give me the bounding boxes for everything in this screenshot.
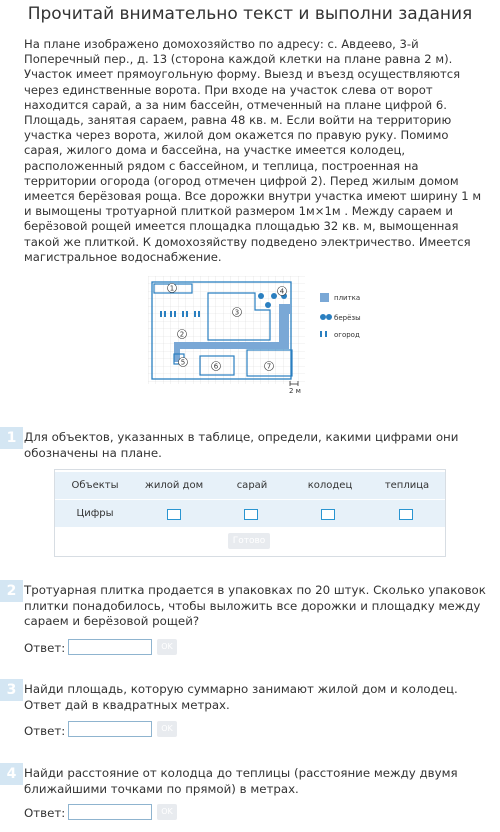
legend-garden-label: огород [334,331,360,339]
answer-3-ok-button[interactable]: OK [157,721,177,737]
table-header-objects: Объекты [71,480,119,491]
tile-platform [279,304,291,314]
question-4-number: 4 [0,763,23,785]
digit-input-greenhouse[interactable] [399,509,413,520]
plan-label-2: 2 [179,330,185,339]
question-4-text: Найди расстояние от колодца до теплицы (расстояние между двумя ближайшими точками по прямой) в метрах. [24,766,458,796]
done-button[interactable]: Готово [228,533,270,549]
question-1-number: 1 [0,427,23,449]
answer-4-ok-button[interactable]: OK [157,804,177,820]
question-3-text: Найди площадь, которую суммарно занимают жилой дом и колодец. Ответ дай в квадратных метрах. [24,682,458,712]
plan-label-4: 4 [279,287,285,296]
plan-label-5: 5 [180,358,186,367]
table-header-greenhouse: теплица [384,480,430,491]
plan-legend [320,293,361,339]
question-2-text: Тротуарная плитка продается в упаковках по 20 штук. Сколько упаковок плитки понадобилось, чтобы выложить все дорожки и площадку между сараем и берёзовой рощей? [24,583,486,628]
table-digits-row [55,500,445,527]
question-1-text: Для объектов, указанных в таблице, определи, какими цифрами они обозначены на плане. [24,430,459,460]
question-3-number: 3 [0,679,23,701]
birch-icon [258,293,264,299]
birch-legend-icon [320,314,326,320]
answer-3-input[interactable] [68,721,152,737]
answer-2-ok-button[interactable]: OK [157,639,177,655]
answer-4-label: Ответ: [24,806,66,820]
table-header-house: жилой дом [144,480,204,491]
plan-label-6: 6 [213,362,219,371]
digit-input-shed[interactable] [244,509,258,520]
tile-path-right [279,312,289,349]
question-2-number: 2 [0,580,23,602]
answer-3-label: Ответ: [24,724,66,738]
garden-legend-icon [320,331,322,337]
answer-2-label: Ответ: [24,641,66,655]
page-title: Прочитай внимательно текст и выполни задания [27,4,473,24]
table-header-row [55,472,445,499]
plan-label-1: 1 [169,284,175,293]
intro-text: На плане изображено домохозяйство по адресу: с. Авдеево, 3-й Поперечный пер., д. 13 (сторона каждой клетки на плане равна 2 м). Участок имеет прямоугольную форму. Выезд и въезд осуществляются через единственные ворота. При входе на участок слева от ворот находится сарай, а за ним бассейн, отмеченный на плане цифрой 6. Площадь, занятая сараем, равна 48 кв. м. Если войти на территорию участка через ворота, жилой дом окажется по правую руку. Помимо сарая, жилого дома и бассейна, на участке имеется колодец, расположенный рядом с бассейном, и теплица, построенная на территории огорода (огород отмечен цифрой 2). Перед жилым домом имеется берёзовая роща. Все дорожки внутри участка имеют ширину 1 м и вымощены тротуарной плиткой размером 1м×1м . Между сараем и берёзовой рощей имеется площадка площадью 32 кв. м, вымощенная такой же плиткой. К домохозяйству подведено электричество. Имеется магистральное водоснабжение. [24,37,482,264]
tile-path-main [174,342,279,349]
plan-label-7: 7 [266,362,272,371]
table-header-well: колодец [307,480,353,491]
scale-label: 2 м [289,387,301,395]
answer-2-input[interactable] [68,639,152,655]
tile-legend-icon [320,293,329,302]
birch-icon [265,302,271,308]
digit-input-house[interactable] [167,509,181,520]
birch-icon [271,293,277,299]
plan-label-3: 3 [234,308,240,317]
table-row-label: Цифры [76,508,114,519]
legend-birch-label: берёзы [334,314,361,322]
table-header-shed: сарай [236,480,268,491]
digit-input-well[interactable] [321,509,335,520]
legend-tile-label: плитка [334,294,361,302]
tile-path-left [174,342,180,362]
answer-4-input[interactable] [68,804,152,820]
site-plan [148,276,373,396]
